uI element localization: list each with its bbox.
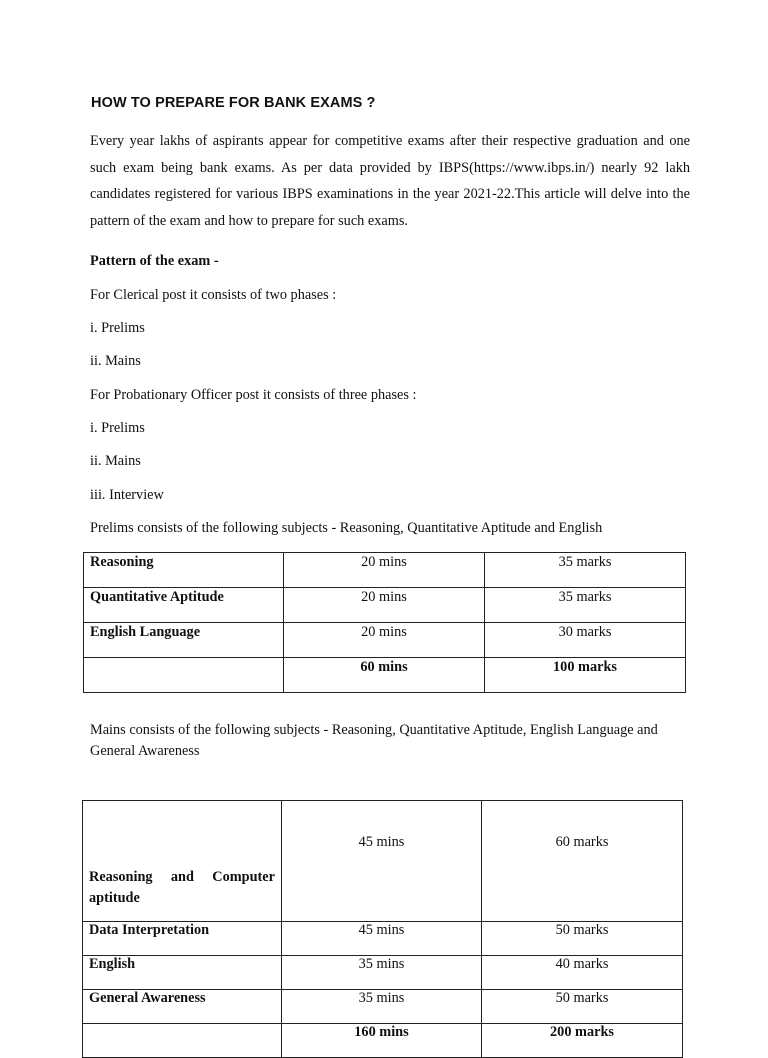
marks-cell: 35 marks [485,553,686,588]
prelims-table [83,552,686,693]
time-cell: 20 mins [284,553,485,588]
subject-line: aptitude [89,890,140,906]
marks-cell: 30 marks [485,623,686,658]
subject-cell: Quantitative Aptitude [84,588,284,623]
subject-cell [83,1024,282,1058]
time-cell: 35 mins [282,956,482,990]
time-cell: 20 mins [284,588,485,623]
po-phase-item: iii. Interview [90,487,164,503]
subject-cell [84,658,284,693]
clerical-phase-item: ii. Mains [90,353,141,369]
table-total-row [84,658,686,693]
subject-cell: Data Interpretation [83,922,282,956]
marks-cell: 60 marks [482,801,683,922]
subject-cell: English Language [84,623,284,658]
table-row [84,553,686,588]
total-marks-cell: 200 marks [482,1024,683,1058]
intro-paragraph: Every year lakhs of aspirants appear for competitive exams after their respective graduation and one such exam being bank exams. As per data provided by IBPS(https://www.ibps.in/) nearly 92 lakh candidates registered for various IBPS examinations in the year 2021-22.This article will delve into the pattern of the exam and how to prepare for such exams. [90,133,690,229]
marks-cell: 35 marks [485,588,686,623]
subject-word: Reasoning [89,869,153,885]
po-phase-item: ii. Mains [90,453,141,469]
table-total-row [83,1024,683,1058]
total-time-cell: 160 mins [282,1024,482,1058]
subject-cell [83,801,282,922]
total-time-cell: 60 mins [284,658,485,693]
table-row [83,990,683,1024]
po-phase-item: i. Prelims [90,420,145,436]
po-intro: For Probationary Officer post it consists of three phases : [90,387,417,403]
marks-cell: 50 marks [482,922,683,956]
subject-line [89,867,275,888]
subject-cell: Reasoning [84,553,284,588]
time-cell: 35 mins [282,990,482,1024]
table-row [83,956,683,990]
subject-cell: General Awareness [83,990,282,1024]
table-row [84,588,686,623]
table-row [84,623,686,658]
time-cell: 45 mins [282,922,482,956]
table-row [83,801,683,922]
clerical-phase-item: i. Prelims [90,320,145,336]
mains-table [82,800,683,1058]
subject-word: Computer [212,869,275,885]
marks-cell: 40 marks [482,956,683,990]
prelims-intro: Prelims consists of the following subjects - Reasoning, Quantitative Aptitude and English [90,520,603,536]
mains-intro: Mains consists of the following subjects - Reasoning, Quantitative Aptitude, English Language and General Awareness [90,722,658,759]
time-cell: 45 mins [282,801,482,922]
total-marks-cell: 100 marks [485,658,686,693]
time-cell: 20 mins [284,623,485,658]
subject-word: and [170,869,194,885]
pattern-heading: Pattern of the exam - [90,253,219,269]
clerical-intro: For Clerical post it consists of two phases : [90,287,337,303]
subject-cell: English [83,956,282,990]
document-title: HOW TO PREPARE FOR BANK EXAMS ? [91,95,376,111]
marks-cell: 50 marks [482,990,683,1024]
table-row [83,922,683,956]
